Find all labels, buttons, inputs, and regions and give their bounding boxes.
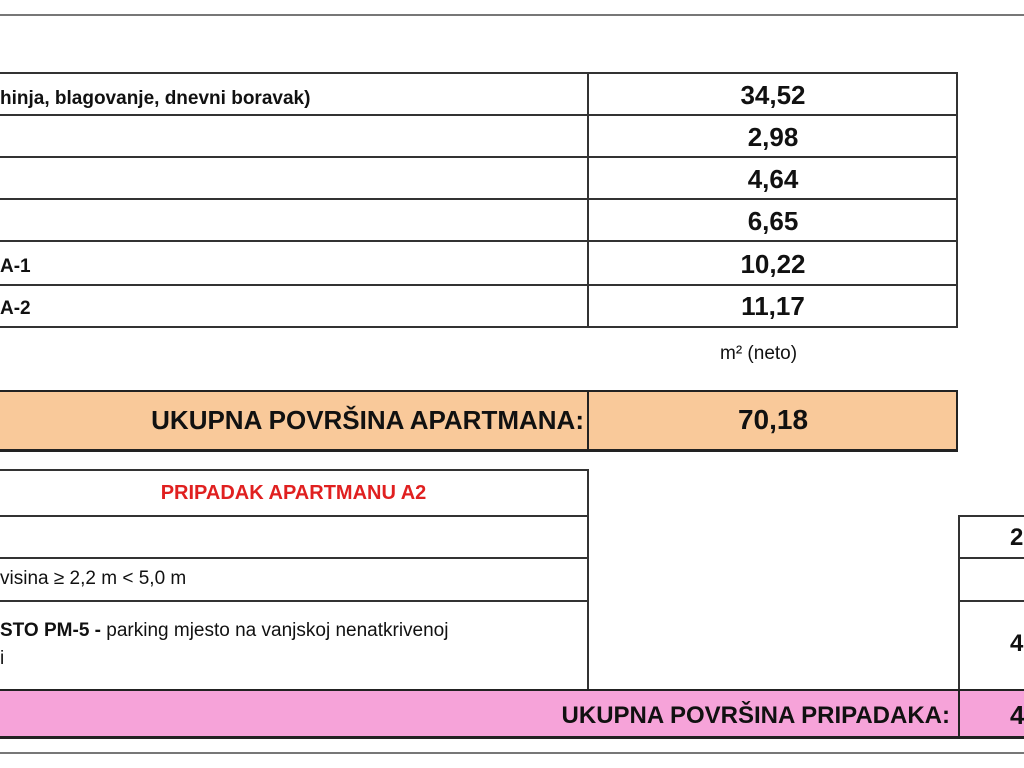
appurtenance-total-label: UKUPNA POVRŠINA PRIPADAKA: <box>561 702 950 729</box>
appurtenance-row-label <box>0 620 448 642</box>
room-area: 6,65 <box>747 206 799 236</box>
apartment-total-label: UKUPNA POVRŠINA APARTMANA: <box>151 405 584 435</box>
room-label: A-2 <box>0 298 31 319</box>
appurtenance-row-value: 2 <box>1010 524 1024 551</box>
room-area: 2,98 <box>747 122 799 152</box>
parking-code: STO PM-5 - <box>0 620 107 641</box>
appurtenance-title: PRIPADAK APARTMANU A2 <box>160 482 427 504</box>
unit-label: m² (neto) <box>720 343 798 364</box>
appurtenance-row-label: visina ≥ 2,2 m < 5,0 m <box>0 568 187 589</box>
top-border <box>0 14 1024 16</box>
parking-description: parking mjesto na vanjskoj nenatkrivenoj <box>106 620 449 641</box>
bottom-border <box>0 752 1024 754</box>
room-label: hinja, blagovanje, dnevni boravak) <box>0 88 311 109</box>
room-area: 10,22 <box>740 249 806 279</box>
appurtenance-total-value: 4 <box>1010 700 1024 730</box>
apartment-total-value: 70,18 <box>737 404 809 435</box>
room-area: 11,17 <box>741 291 805 321</box>
appurtenance-row-label-line2: i <box>0 648 5 669</box>
room-label: A-1 <box>0 256 31 277</box>
room-area: 34,52 <box>740 80 806 110</box>
appurtenance-row-value: 4 <box>1010 630 1024 657</box>
room-area: 4,64 <box>747 164 799 194</box>
